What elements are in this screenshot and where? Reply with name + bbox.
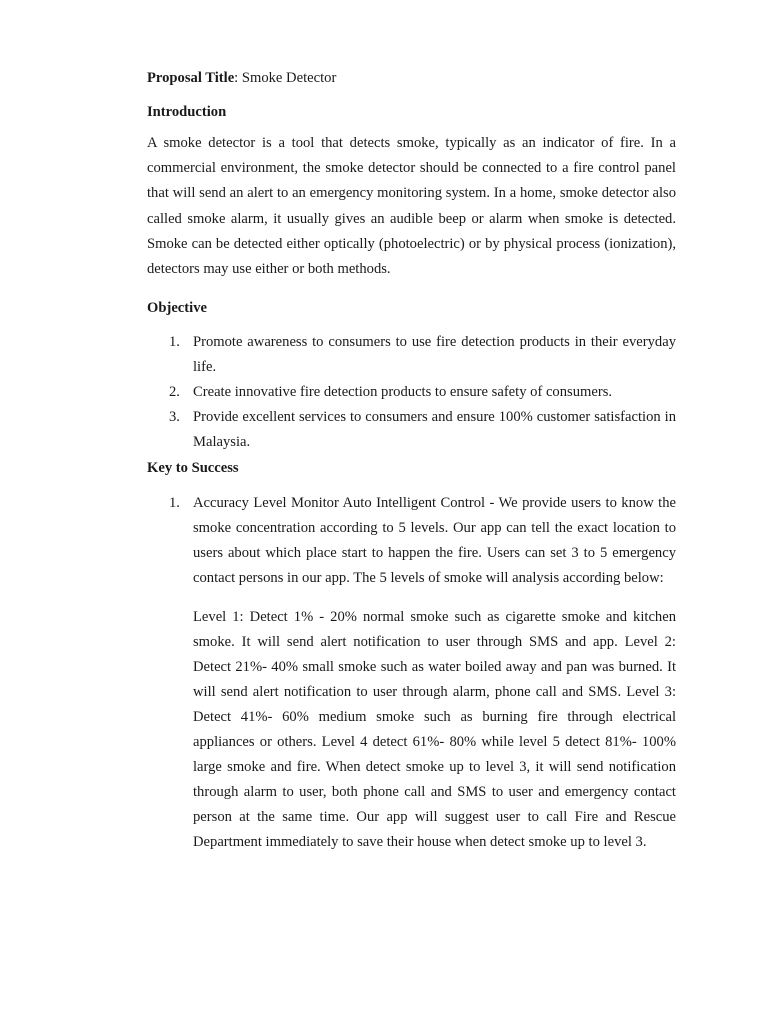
objective-item-3 [147, 405, 676, 455]
proposal-title-value: Smoke Detector [241, 70, 337, 86]
introduction-heading: Introduction [147, 104, 227, 120]
objective-heading: Objective [147, 300, 207, 316]
objective-item-3-text: Provide excellent services to consumers and ensure 100% customer satisfaction in Malaysia. [193, 409, 676, 450]
key-to-success-list [147, 491, 676, 855]
proposal-title-separator: : [234, 70, 242, 86]
objective-item-3-number: 3. [169, 409, 180, 425]
key-to-success-item-1-number: 1. [169, 495, 180, 511]
objective-item-2-text: Create innovative fire detection products to ensure safety of consumers. [193, 384, 613, 400]
key-to-success-item-1-detail: Level 1: Detect 1% - 20% normal smoke such as cigarette smoke and kitchen smoke. It will send alert notification to user through SMS and app. Level 2: Detect 21%- 40% small smoke such as water boiled away and pan was burned. It will send alert notification to user through alarm, phone call and SMS. Level 3: Detect 41%- 60% medium smoke such as burning fire through electrical appliances or others. Level 4 detect 61%- 80% while level 5 detect 81%- 100% large smoke and fire. When detect smoke up to level 3, it will send notification through alarm to user, both phone call and SMS to user and emergency contact person at the same time. Our app will suggest user to call Fire and Rescue Department immediately to save their house when detect smoke up to level 3. [193, 609, 676, 850]
objective-item-2 [147, 380, 676, 405]
key-to-success-heading: Key to Success [147, 460, 239, 476]
objective-item-1-number: 1. [169, 334, 180, 350]
introduction-paragraph: A smoke detector is a tool that detects smoke, typically as an indicator of fire. In a commercial environment, the smoke detector should be connected to a fire control panel that will send an alert to an emergency monitoring system. In a home, smoke detector also called smoke alarm, it usually gives an audible beep or alarm when smoke is detected. Smoke can be detected either optically (photoelectric) or by physical process (ionization), detectors may use either or both methods. [147, 135, 676, 278]
objective-item-2-number: 2. [169, 384, 180, 400]
key-to-success-item-1-text: Accuracy Level Monitor Auto Intelligent Control - We provide users to know the smoke concentration according to 5 levels. Our app can tell the exact location to users about which place start to happen the fire. Users can set 3 to 5 emergency contact persons in our app. The 5 levels of smoke will analysis according below: [193, 495, 676, 586]
proposal-title-label: Proposal Title [147, 70, 235, 86]
objective-item-1 [147, 330, 676, 380]
key-to-success-item-1 [147, 491, 676, 855]
objective-item-1-text: Promote awareness to consumers to use fire detection products in their everyday life. [193, 334, 676, 375]
objective-list [147, 330, 676, 455]
proposal-title-line [147, 68, 676, 88]
